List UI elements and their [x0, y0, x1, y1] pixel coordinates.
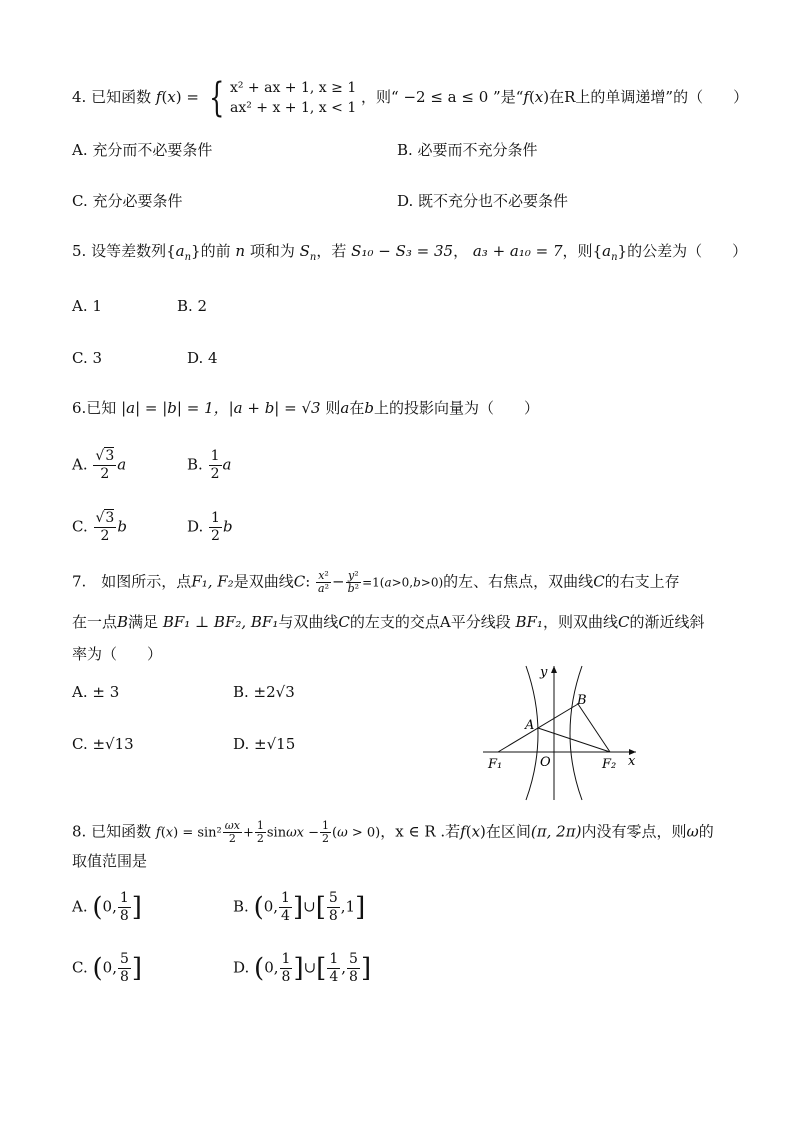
q7-line2a: 在一点	[72, 613, 118, 631]
q8-tail: 内没有零点，则	[581, 822, 687, 841]
q4-piece2: ax² + x + 1, x < 1	[229, 100, 357, 116]
q5-mid3: ，若	[316, 242, 347, 260]
q4-option-b: B. 必要而不充分条件	[397, 141, 538, 159]
q6-option-c-frac: $\frac{√3}{2}$	[95, 510, 115, 544]
q8-frac3: $\frac{1}{2}$	[322, 819, 330, 845]
q4-pieces	[230, 78, 356, 118]
q7-line1d: C	[293, 572, 306, 591]
q8-a-frac: $\frac{1}{8}$	[119, 890, 129, 924]
q8-d-frac3: $\frac{5}{8}$	[349, 951, 358, 985]
q7-line2d: 与双曲线	[278, 613, 339, 631]
q7-option-c: C. ±√13	[72, 735, 134, 753]
q6-tail: 上的投影向量为（ ）	[373, 399, 539, 417]
q8-option-d: D. (0, $\frac{1}{8}$ ]∪[ $\frac{1}{4}$ , $\frac{5}{8}$ ]	[233, 951, 372, 985]
q7-line2c: BF₁ ⊥ BF₂, BF₁	[162, 613, 279, 631]
q6-mid: 则	[320, 399, 341, 417]
q8-frac2: $\frac{1}{2}$	[256, 819, 264, 845]
q7-option-a: A. ± 3	[72, 683, 120, 701]
fig-label-f1: F₁	[488, 757, 503, 772]
q5-eq2: a₃ + a₁₀ = 7	[472, 242, 563, 260]
q8-option-a: A. (0, $\frac{1}{8}$ ]	[72, 890, 142, 924]
q4-tail: 在R上的单调递增”的（ ）	[549, 88, 749, 106]
q4-stem: 4. 已知函数 f(x) = { x² + ax + 1, x ≥ 1 ax² + x + 1, x < 1 ，则“ −2 ≤ a ≤ 0 ”是“f(x)在R上的单调递增”的（ ）	[72, 75, 749, 121]
fig-label-f2: F₂	[602, 757, 617, 772]
q8-frac1: $\frac{\omega x}{2}$	[224, 819, 240, 845]
q5-mid5: ，则	[562, 242, 593, 260]
q7-line2b: 满足	[128, 613, 159, 631]
q7-option-d: D. ±√15	[233, 735, 296, 753]
fig-line-a-f2	[538, 728, 610, 752]
q8-option-c-label: C.	[72, 958, 88, 977]
q5-option-c: C. 3	[72, 349, 103, 367]
q7-line3: 率为（ ）	[72, 645, 163, 663]
q8-option-b: B. (0, $\frac{1}{4}$ ]∪[ $\frac{5}{8}$ ,1]	[233, 890, 366, 924]
q8-d-frac1: $\frac{1}{8}$	[281, 951, 291, 985]
fig-line-b-f2	[578, 704, 610, 752]
q5-option-b: B. 2	[177, 297, 208, 315]
q4-condition: ，则“ −2 ≤ a ≤ 0 ”是“	[361, 88, 524, 106]
q7-line2g: ，则双曲线	[542, 613, 618, 631]
q8-option-d-label: D.	[233, 958, 250, 977]
q8-b-frac1: $\frac{1}{4}$	[281, 890, 290, 924]
q8-line2: 取值范围是	[72, 852, 148, 870]
q5-tail: 的公差为（ ）	[627, 242, 748, 260]
q8-option-c: C. (0, $\frac{5}{8}$ ]	[72, 951, 143, 985]
fig-label-a: A	[525, 718, 535, 733]
q6-option-d-label: D.	[187, 517, 204, 536]
q5-option-a: A. 1	[72, 297, 102, 315]
q6-option-a-frac: $\frac{√3}{2}$	[95, 448, 115, 482]
q5-mid4: ，	[453, 242, 469, 260]
fig-right-branch	[570, 666, 582, 800]
q6-option-b: B. $\frac{1}{2}$ a	[187, 448, 232, 482]
q5-mid1: 的前	[200, 242, 231, 260]
fig-label-b: B	[577, 693, 587, 708]
fig-label-y: y	[540, 665, 548, 680]
q6-option-b-label: B.	[187, 455, 203, 474]
q4-option-c: C. 充分必要条件	[72, 192, 183, 210]
q7-line2h: 的渐近线斜	[629, 613, 705, 631]
q6-option-b-frac: $\frac{1}{2}$	[210, 448, 220, 482]
q6-option-d: D. $\frac{1}{2}$ b	[187, 510, 233, 544]
q7-line1b: F₁, F₂	[191, 572, 234, 591]
q6-option-c-label: C.	[72, 517, 88, 536]
q8-tail2: 的	[698, 822, 714, 841]
q8-d-frac2: $\frac{1}{4}$	[329, 951, 339, 985]
q7-line1: 7. 如图所示，点F₁, F₂是双曲线C: $\frac{\text{x²}}{\text{a²}}$ − $\frac{\text{y²}}{\text{b²}}$ =1(a>0,b>0)的左、右焦点，双曲线C的右支上存	[72, 569, 680, 595]
q4-brace: {	[208, 75, 225, 121]
q6-option-a-label: A.	[72, 455, 88, 474]
q8-stem: 8. 已知函数 f(x) = sin² $\frac{\omega x}{2}$ + $\frac{1}{2}$ sinωx − $\frac{1}{2}$ (ω > 0)，x ∈ R .若f(x)在区间(π, 2π)内没有零点，则ω的	[72, 819, 714, 845]
q7-option-b: B. ±2√3	[233, 683, 295, 701]
q4-stem-text: 4. 已知函数	[72, 88, 152, 106]
q7-line2f: BF₁	[515, 613, 543, 631]
q8-stem-text: 8. 已知函数	[72, 822, 152, 841]
fig-y-arrow	[551, 666, 557, 673]
q7-line1f: 的右支上存	[604, 572, 680, 591]
fig-left-branch	[526, 666, 538, 800]
q4-option-a: A. 充分而不必要条件	[72, 141, 213, 159]
q7-line1c: 是双曲线	[233, 572, 294, 591]
q7-frac-x: $\frac{\text{x²}}{\text{a²}}$	[318, 569, 330, 595]
q5-option-d: D. 4	[187, 349, 218, 367]
q6-stem-text: 6.已知	[72, 399, 117, 417]
q7-line1e: 的左、右焦点，双曲线	[443, 572, 594, 591]
q8-interval: (π, 2π)	[530, 822, 582, 841]
fig-label-o: O	[540, 755, 551, 770]
q6-option-d-frac: $\frac{1}{2}$	[211, 510, 220, 544]
q6-mid2: 在	[349, 399, 365, 417]
q8-b-frac2: $\frac{5}{8}$	[328, 890, 338, 924]
q5-stem-text: 5. 设等差数列	[72, 242, 167, 260]
q6-condition: |a| = |b| = 1，|a + b| = √3	[121, 399, 321, 417]
q5-mid2: 项和为	[249, 242, 295, 260]
q8-option-a-label: A.	[72, 897, 88, 916]
q7-line2e: 的左支的交点A平分线段	[349, 613, 511, 631]
q7-line2: 在一点B满足 BF₁ ⊥ BF₂, BF₁与双曲线C的左支的交点A平分线段 BF₁，则双曲线C的渐近线斜	[72, 613, 705, 631]
q8-c-frac: $\frac{5}{8}$	[119, 951, 129, 985]
q6-stem: 6.已知 |a| = |b| = 1，|a + b| = √3 则a在b上的投影向量为（ ）	[72, 399, 539, 417]
q4-piece1: x² + ax + 1, x ≥ 1	[229, 80, 357, 96]
q5-eq1: S₁₀ − S₃ = 35	[351, 242, 454, 260]
q6-option-c: C. $\frac{√3}{2}$ b	[72, 510, 127, 544]
q8-mid: 在区间	[485, 822, 531, 841]
q7-frac-y: $\frac{\text{y²}}{\text{b²}}$	[347, 569, 360, 595]
q5-stem: 5. 设等差数列$\{a_n\}$的前 n 项和为 $S_n$，若 S₁₀ − S₃ = 35， a₃ + a₁₀ = 7，则$\{a_n\}$的公差为（ ）	[72, 242, 748, 263]
q7-line1a: 7. 如图所示，点	[72, 572, 192, 591]
q7-hyperbola-figure	[478, 662, 643, 802]
q8-option-b-label: B.	[233, 897, 249, 916]
q8-condition: ，x ∈ R .若	[380, 822, 461, 841]
q4-option-d: D. 既不充分也不必要条件	[397, 192, 569, 210]
fig-label-x: x	[628, 754, 636, 769]
q6-option-a: A. $\frac{√3}{2}$ a	[72, 448, 127, 482]
